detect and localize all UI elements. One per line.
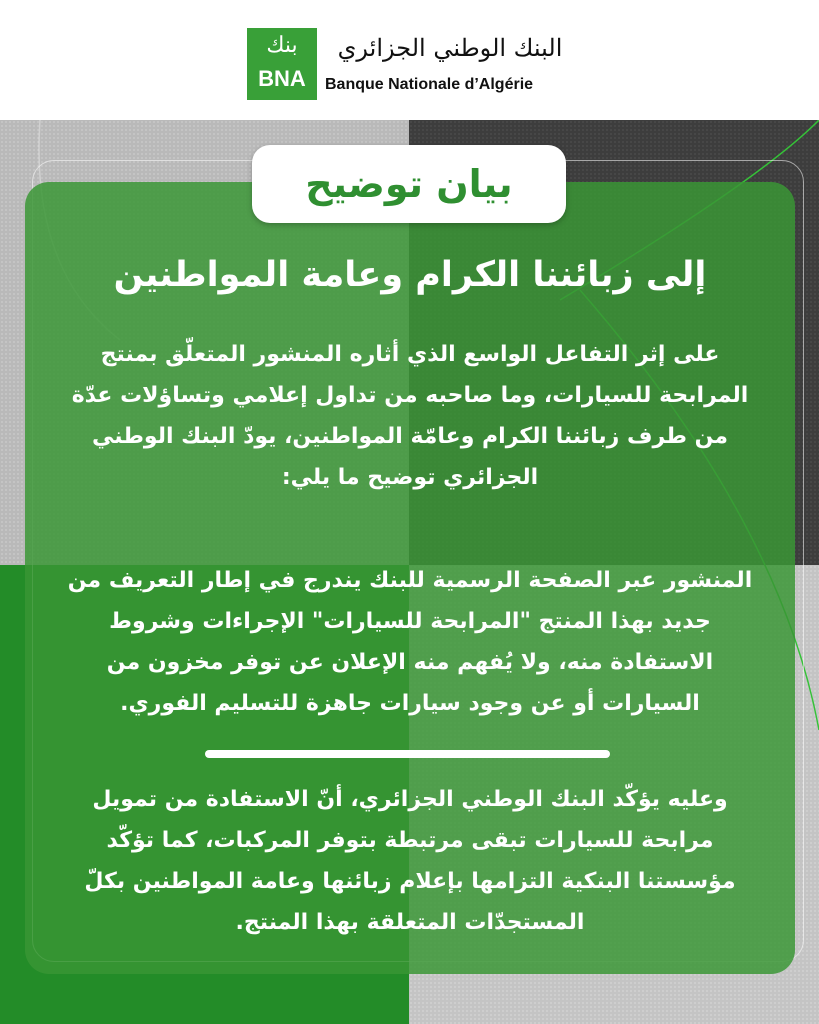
paragraph-intro: على إثر التفاعل الواسع الذي أثاره المنشور المتعلّق بمنتج المرابحة للسيارات، وما صاحبه من تداول إعلامي وتساؤلات عدّة من طرف زبائننا الكرام وعامّة المواطنين، يودّ البنك الوطني الجزائري توضيح ما يلي: xyxy=(71,342,749,490)
header-bar xyxy=(0,0,819,120)
bna-logo xyxy=(247,28,317,100)
logo-abbreviation: BNA xyxy=(258,66,306,91)
paragraph-conclusion: وعليه يؤكّد البنك الوطني الجزائري، أنّ الاستفادة من تمويل مرابحة للسيارات تبقى مرتبطة بتوفر المركبات، كما تؤكّد مؤسستنا البنكية التزامها بإعلام زبائنها وعامة المواطنين بكلّ المستجدّات المتعلقة بهذا المنتج. xyxy=(84,787,736,935)
divider-line xyxy=(205,750,610,758)
bank-name-arabic: البنك الوطني الجزائري xyxy=(337,34,563,62)
notice-title: بيان توضيح xyxy=(252,145,566,223)
paragraph-clarification: المنشور عبر الصفحة الرسمية للبنك يندرج في إطار التعريف من جديد بهذا المنتج "المرابحة للسيارات" الإجراءات وشروط الاستفادة منه، ولا يُفهم منه الإعلان عن توفر مخزون من السيارات أو عن وجود سيارات جاهزة للتسليم الفوري. xyxy=(67,568,753,716)
logo-glyph: بنك xyxy=(266,33,298,58)
bank-name-french: Banque Nationale d’Algérie xyxy=(325,76,534,93)
salutation-heading: إلى زبائننا الكرام وعامة المواطنين xyxy=(113,255,707,295)
